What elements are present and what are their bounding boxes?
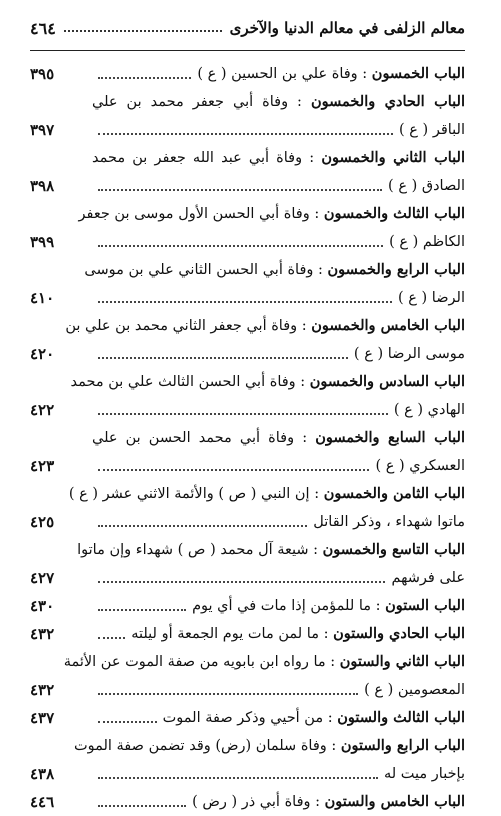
dot-leader — [98, 805, 186, 807]
entry-page-number: ٤٢٧ — [30, 569, 55, 587]
chapter-title-continued: الهادي ( ع ) — [393, 402, 465, 418]
toc-entry — [30, 312, 465, 368]
entry-page-number: ٤٢٢ — [30, 401, 55, 419]
chapter-label: الباب الحادي والستون — [333, 625, 465, 642]
chapter-title: : وفاة أبي الحسن الثالث علي بن محمد — [70, 374, 306, 390]
chapter-title: : وفاة سلمان (رض) وقد تضمن صفة الموت — [73, 738, 337, 754]
toc-entry — [30, 200, 465, 256]
running-title: معالم الزلفى في معالم الدنيا والآخرى — [229, 19, 465, 37]
chapter-title-continued: الكاظم ( ع ) — [389, 234, 465, 250]
entry-page-number: ٣٩٧ — [30, 121, 55, 139]
dot-leader — [98, 301, 392, 303]
chapter-label: الباب الخمسون — [371, 65, 465, 82]
entry-page-number: ٣٩٩ — [30, 233, 55, 251]
toc-entry — [30, 788, 465, 816]
chapter-title-continued: الباقر ( ع ) — [399, 122, 465, 138]
dot-leader — [98, 525, 307, 527]
entry-page-number: ٤٣٧ — [30, 709, 55, 727]
dot-leader — [98, 609, 186, 611]
header-dot-leader — [64, 30, 222, 32]
entry-page-number: ٤٤٦ — [30, 793, 55, 811]
entry-page-number: ٤٣٢ — [30, 625, 55, 643]
chapter-title: : من أحيي وذكر صفة الموت — [162, 710, 333, 726]
dot-leader — [98, 777, 378, 779]
toc-entry — [30, 256, 465, 312]
running-header — [30, 14, 465, 42]
entry-page-number: ٤١٠ — [30, 289, 55, 307]
dot-leader — [98, 413, 388, 415]
entry-page-number: ٤٣٠ — [30, 597, 55, 615]
dot-leader — [98, 721, 157, 723]
chapter-label: الباب الرابع والستون — [340, 737, 465, 754]
dot-leader — [98, 357, 348, 359]
dot-leader — [98, 693, 358, 695]
chapter-label: الباب الثامن والخمسون — [323, 485, 465, 502]
entry-page-number: ٤٣٢ — [30, 681, 55, 699]
chapter-title: : وفاة أبي ذر ( رض ) — [192, 794, 321, 810]
toc-entry — [30, 144, 465, 200]
dot-leader — [98, 637, 125, 639]
chapter-title-continued: موسى الرضا ( ع ) — [353, 346, 465, 362]
dot-leader — [98, 469, 369, 471]
entry-page-number: ٣٩٨ — [30, 177, 55, 195]
chapter-label: الباب الخامس والخمسون — [311, 317, 465, 334]
dot-leader — [98, 581, 385, 583]
toc-entry — [30, 620, 465, 648]
chapter-label: الباب الحادي والخمسون — [310, 93, 465, 110]
chapter-label: الباب الثاني والخمسون — [321, 149, 465, 166]
chapter-title: : ما للمؤمن إذا مات في أي يوم — [192, 598, 381, 614]
toc-entry — [30, 60, 465, 88]
chapter-title-continued: على فرشهم — [391, 570, 465, 586]
chapter-title: : وفاة أبي الحسن الأول موسى بن جعفر — [78, 206, 320, 222]
chapter-title: : وفاة أبي جعفر محمد بن علي — [92, 94, 302, 110]
chapter-label: الباب الثالث والخمسون — [323, 205, 465, 222]
toc-entry — [30, 536, 465, 592]
chapter-title: : ما رواه ابن بابويه من صفة الموت عن الأئمة — [63, 654, 336, 670]
chapter-title-continued: المعصومين ( ع ) — [364, 682, 465, 698]
toc-entry — [30, 592, 465, 620]
chapter-label: الباب الثاني والستون — [339, 653, 465, 670]
chapter-title: : وفاة أبي الحسن الثاني علي بن موسى — [84, 262, 323, 278]
chapter-title-continued: العسكري ( ع ) — [375, 458, 465, 474]
entry-page-number: ٣٩٥ — [30, 65, 55, 83]
chapter-title: : وفاة علي بن الحسين ( ع ) — [197, 66, 368, 82]
toc-entry — [30, 88, 465, 144]
entry-page-number: ٤٢٣ — [30, 457, 55, 475]
toc-entry — [30, 732, 465, 788]
chapter-title: : ما لمن مات يوم الجمعة أو ليلته — [131, 626, 329, 642]
entry-page-number: ٤٣٨ — [30, 765, 55, 783]
toc-entry — [30, 704, 465, 732]
chapter-title: : وفاة أبي جعفر الثاني محمد بن علي بن — [65, 318, 307, 334]
chapter-title: : إن النبي ( ص ) والأئمة الاثني عشر ( ع ) — [68, 486, 320, 502]
chapter-label: الباب الرابع والخمسون — [327, 261, 465, 278]
chapter-label: الباب الثالث والستون — [337, 709, 465, 726]
chapter-title-continued: بإخبار ميت له — [383, 766, 465, 782]
page-number: ٤٦٤ — [30, 18, 56, 38]
toc-entry — [30, 480, 465, 536]
chapter-label: الباب الخامس والستون — [324, 793, 465, 810]
entry-page-number: ٤٢٠ — [30, 345, 55, 363]
chapter-label: الباب التاسع والخمسون — [322, 541, 465, 558]
toc-entry — [30, 648, 465, 704]
chapter-label: الباب الستون — [385, 597, 465, 614]
entry-page-number: ٤٢٥ — [30, 513, 55, 531]
chapter-title: : شيعة آل محمد ( ص ) شهداء وإن ماتوا — [77, 542, 319, 558]
dot-leader — [98, 77, 191, 79]
toc-entry — [30, 368, 465, 424]
dot-leader — [98, 245, 383, 247]
chapter-title-continued: الرضا ( ع ) — [398, 290, 465, 306]
chapter-title: : وفاة أبي عبد الله جعفر بن محمد — [92, 150, 315, 166]
dot-leader — [98, 133, 393, 135]
dot-leader — [98, 189, 382, 191]
chapter-title-continued: الصادق ( ع ) — [388, 178, 465, 194]
header-rule — [30, 50, 465, 51]
table-of-contents — [30, 60, 465, 816]
chapter-title: : وفاة أبي محمد الحسن بن علي — [92, 430, 308, 446]
toc-entry — [30, 424, 465, 480]
chapter-title-continued: ماتوا شهداء ، وذكر القاتل — [313, 514, 465, 530]
chapter-label: الباب السادس والخمسون — [309, 373, 465, 390]
chapter-label: الباب السابع والخمسون — [315, 429, 466, 446]
